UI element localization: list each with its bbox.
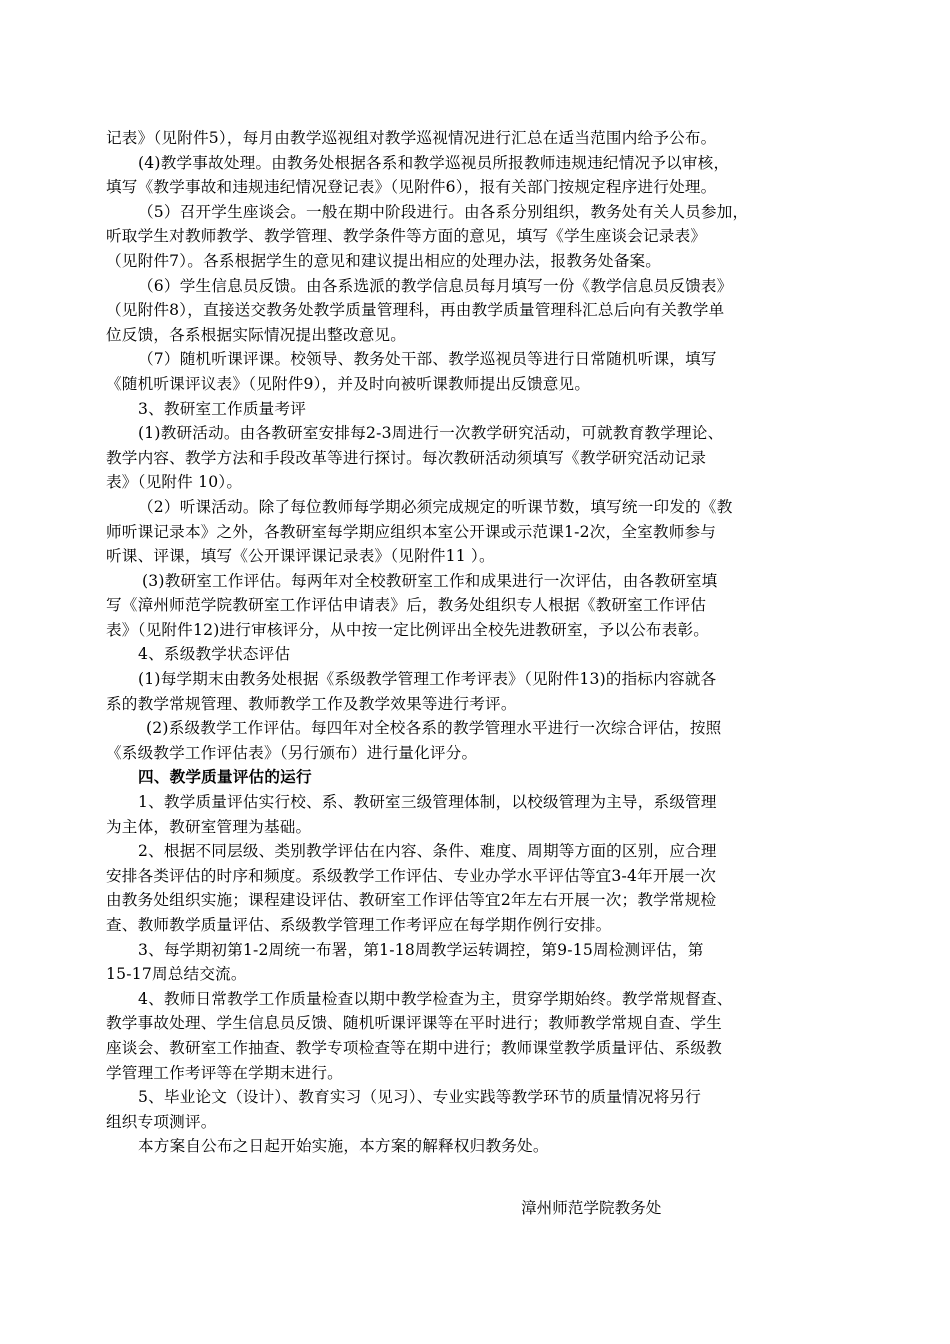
section-heading: 3、教研室工作质量考评 [138, 399, 307, 418]
text-line: 5、毕业论文（设计）、教育实习（见习）、专业实践等教学环节的质量情况将另行 [138, 1088, 702, 1107]
text-line: 写《漳州师范学院教研室工作评估申请表》后，教务处组织专人根据《教研室工作评估 [106, 596, 707, 615]
text-line: 听课、评课，填写《公开课评课记录表》（见附件11 ）。 [106, 547, 495, 566]
text-line: 听取学生对教师教学、教学管理、教学条件等方面的意见，填写《学生座谈会记录表》 [106, 227, 707, 246]
text-line: 《系级教学工作评估表》（另行颁布）进行量化评分。 [106, 743, 478, 762]
chapter-heading: 四、教学质量评估的运行 [138, 767, 312, 787]
text-line: （见附件7）。各系根据学生的意见和建议提出相应的处理办法，报教务处备案。 [106, 251, 662, 270]
text-line: 本方案自公布之日起开始实施，本方案的解释权归教务处。 [138, 1137, 549, 1156]
text-line: 为主体，教研室管理为基础。 [106, 817, 312, 836]
text-line: 查、教师教学质量评估、系级教学管理工作考评应在每学期作例行安排。 [106, 916, 612, 934]
text-line: 学管理工作考评等在学期末进行。 [106, 1063, 343, 1082]
text-line: （6）学生信息员反馈。由各系选派的教学信息员每月填写一份《教学信息员反馈表》 [138, 276, 733, 295]
text-line: (4)教学事故处理。由教务处根据各系和教学巡视员所报教师违规违纪情况予以审核， [138, 153, 730, 172]
text-line: 由教务处组织实施；课程建设评估、教研室工作评估等宜2年左右开展一次；教学常规检 [106, 891, 717, 910]
text-line: 位反馈，各系根据实际情况提出整改意见。 [106, 325, 407, 344]
text-line: (3)教研室工作评估。每两年对全校教研室工作和成果进行一次评估，由各教研室填 [142, 571, 718, 590]
text-line: 教学内容、教学方法和手段改革等进行探讨。每次教研活动须填写《教学研究活动记录 [106, 448, 707, 467]
text-line: 师听课记录本》之外，各教研室每学期应组织本室公开课或示范课1-2次，全室教师参与 [106, 522, 717, 541]
section-heading: 4、系级教学状态评估 [138, 645, 291, 664]
text-line: 4、教师日常教学工作质量检查以期中教学检查为主，贯穿学期始终。教学常规督查、 [138, 989, 733, 1008]
text-line: 1、教学质量评估实行校、系、教研室三级管理体制，以校级管理为主导，系级管理 [138, 793, 717, 812]
text-line: 15-17周总结交流。 [106, 965, 247, 984]
text-line: (1)每学期末由教务处根据《系级教学管理工作考评表》（见附件13)的指标内容就各 [138, 670, 717, 689]
text-line: 表》（见附件 10）。 [106, 473, 243, 492]
text-line: 《随机听课评议表》（见附件9），并及时向被听课教师提出反馈意见。 [106, 374, 591, 393]
document-body [106, 126, 858, 1159]
text-line: （7）随机听课评课。校领导、教务处干部、教学巡视员等进行日常随机听课，填写 [138, 350, 717, 369]
text-line: 组织专项测评。 [106, 1112, 217, 1131]
text-line: 填写《教学事故和违规违纪情况登记表》（见附件6），报有关部门按规定程序进行处理。 [106, 178, 717, 197]
text-line: （2）听课活动。除了每位教师每学期必须完成规定的听课节数，填写统一印发的《教 [138, 497, 733, 516]
text-line: (2)系级教学工作评估。每四年对全校各系的教学管理水平进行一次综合评估，按照 [146, 719, 722, 738]
text-line: (1)教研活动。由各教研室安排每2-3周进行一次教学研究活动，可就教育教学理论、 [138, 424, 724, 443]
text-line: 表》（见附件12)进行审核评分，从中按一定比例评出全校先进教研室，予以公布表彰。 [106, 620, 710, 639]
text-line: （见附件8），直接送交教务处教学质量管理科，再由教学质量管理科汇总后向有关教学单 [106, 301, 725, 320]
text-line: 教学事故处理、学生信息员反馈、随机听课评课等在平时进行；教师教学常规自查、学生 [106, 1014, 722, 1033]
text-line: 3、每学期初第1-2周统一布署，第1-18周教学运转调控，第9-15周检测评估，第 [138, 940, 704, 959]
text-line: 座谈会、教研室工作抽查、教学专项检查等在期中进行；教师课堂教学质量评估、系级教 [106, 1038, 722, 1057]
text-line: 记表》（见附件5），每月由教学巡视组对教学巡视情况进行汇总在适当范围内给予公布。 [106, 129, 717, 147]
signature: 漳州师范学院教务处 [521, 1199, 662, 1217]
text-line: 2、根据不同层级、类别教学评估在内容、条件、难度、周期等方面的区别，应合理 [138, 842, 717, 861]
text-line: （5）召开学生座谈会。一般在期中阶段进行。由各系分别组织，教务处有关人员参加， [138, 202, 749, 221]
text-line: 系的教学常规管理、教师教学工作及教学效果等进行考评。 [106, 694, 517, 713]
text-line: 安排各类评估的时序和频度。系级教学工作评估、专业办学水平评估等宜3-4年开展一次 [106, 866, 717, 885]
